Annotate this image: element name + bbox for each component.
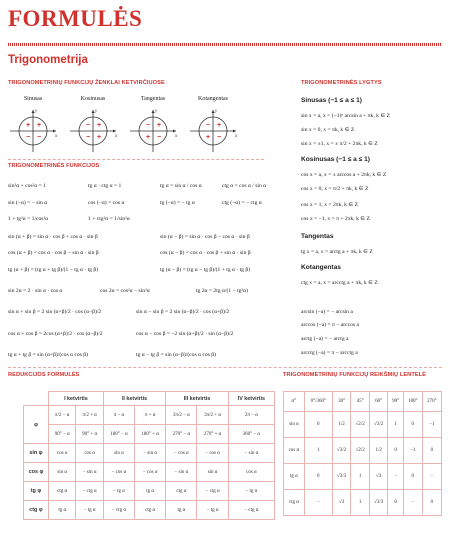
eq-cos-one: cos x = 1, x = 2πk, k ∈ Z	[301, 202, 359, 208]
argument-degree: 270° + α	[197, 425, 228, 444]
double-tg: tg 2α = 2tg α/(1 − tg²α)	[196, 288, 248, 294]
table-cell: 1/2	[332, 412, 351, 438]
table-cell: ctg α	[135, 501, 166, 520]
eq-cos-general: cos x = a, x = ± arccos a + 2πk, k ∈ Z	[301, 172, 387, 178]
eq-cos-title: Kosinusas (−1 ≤ a ≤ 1)	[301, 156, 370, 163]
table-cell: cos α	[76, 444, 103, 463]
svg-text:x: x	[175, 134, 178, 139]
svg-text:−: −	[86, 134, 91, 141]
quadrant-diagram	[126, 106, 180, 156]
row-function: sin φ	[24, 444, 49, 463]
table-cell: ctg α	[49, 482, 76, 501]
eq-sin-one: sin x = ±1, x = ± π/2 + 2πk, k ∈ Z	[301, 141, 378, 147]
table-cell: √2/2	[351, 412, 370, 438]
column-header: 60°	[369, 392, 388, 412]
argument-radian: 2π − α	[228, 406, 274, 425]
table-cell: 0	[403, 412, 422, 438]
double-cos: cos 2α = cos²α − sin²α	[100, 288, 150, 294]
diff-cos: cos (α − β) = cos α · cos β + sin α · sin β	[160, 250, 251, 256]
table-row	[24, 501, 275, 520]
svg-text:x: x	[55, 134, 58, 139]
table-cell: cos α	[49, 444, 76, 463]
argument-degree: 90° + α	[76, 425, 103, 444]
svg-text:+: +	[97, 134, 102, 141]
svg-text:y: y	[215, 109, 218, 114]
svg-text:+: +	[26, 122, 31, 129]
identity-ctg-sq: 1 + ctg²α = 1/sin²α	[88, 216, 130, 222]
page-title: FORMULĖS	[8, 6, 143, 31]
col-q3: III ketvirtis	[166, 392, 228, 406]
column-header: 180°	[403, 392, 422, 412]
argument-degree: 180° − α	[103, 425, 134, 444]
argument-degree: 90° − α	[49, 425, 76, 444]
parity-tg: tg (−α) = − tg α	[160, 200, 195, 206]
sum-tg-product: tg α + tg β = sin (α+β)/(cos α cos β)	[8, 352, 88, 358]
row-function: tg φ	[24, 482, 49, 501]
svg-text:+: +	[206, 134, 211, 141]
table-row	[24, 444, 275, 463]
values-heading: TRIGONOMETRINIŲ FUNKCIJŲ REIKŠMIŲ LENTELĖ	[283, 372, 427, 378]
table-cell: 0	[388, 490, 403, 516]
eq-sin-general: sin x = a, x = (−1)ⁿ arcsin a + πk, k ∈ Z	[301, 113, 391, 119]
table-cell: −1	[422, 412, 441, 438]
column-header: 45°	[351, 392, 370, 412]
table-cell: 0	[388, 438, 403, 464]
col-q4: IV ketvirtis	[228, 392, 274, 406]
col-q2: II ketvirtis	[103, 392, 165, 406]
table-cell: − cos α	[103, 463, 134, 482]
parity-cos: cos (−α) = cos α	[88, 200, 125, 206]
identity-ctg-def: ctg α = cos α / sin α	[222, 183, 267, 189]
signs-heading: TRIGONOMETRINIŲ FUNKCIJŲ ŽENKLAI KETVIRČIUOSE	[8, 80, 165, 86]
table-cell: −	[388, 464, 403, 490]
argument-radian: π/2 − α	[49, 406, 76, 425]
functions-heading: TRIGONOMETRINĖS FUNKCIJOS	[8, 163, 100, 169]
svg-text:+: +	[97, 122, 102, 129]
diff-to-product-sin: sin α − sin β = 2 sin (α−β)/2 · cos (α+β)/2	[136, 309, 230, 315]
sum-to-product-sin: sin α + sin β = 2 sin (α+β)/2 · cos (α−β)/2	[8, 309, 102, 315]
column-header: 30°	[332, 392, 351, 412]
arc-tg: arctg (−a) = − arctg a	[301, 336, 349, 342]
table-cell: √3	[369, 464, 388, 490]
row-function: cos φ	[24, 463, 49, 482]
table-cell: 1	[304, 438, 332, 464]
quadrant-label: Sinusas	[23, 96, 43, 102]
diff-tg: tg (α − β) = (tg α − tg β)/(1 + tg α · tg β)	[160, 267, 251, 273]
svg-text:y: y	[155, 109, 158, 114]
eq-ctg: ctg x = a, x = arcctg a + πk, k ∈ Z	[301, 280, 378, 286]
table-cell: − sin α	[76, 463, 103, 482]
sum-to-product-cos: cos α + cos β = 2cos (α+β)/2 · cos (α−β)/2	[8, 331, 103, 337]
quadrant-diagrams	[8, 96, 263, 158]
row-function: tg α	[284, 464, 305, 490]
argument-radian: 3π/2 − α	[166, 406, 197, 425]
table-cell: − ctg α	[197, 482, 228, 501]
eq-tg: tg x = a, x = arctg a + πk, k ∈ Z	[301, 249, 373, 255]
diff-tg-product: tg α − tg β = sin (α−β)/(cos α cos β)	[136, 352, 216, 358]
column-header: 0°/360°	[304, 392, 332, 412]
row-function: cos α	[284, 438, 305, 464]
svg-text:−: −	[37, 134, 42, 141]
table-cell: √3/2	[332, 438, 351, 464]
quadrant-label: Tangentas	[140, 96, 166, 102]
identity-tg-def: tg α = sin α / cos α	[160, 183, 202, 189]
identity-tg-sq: 1 + tg²α = 1/cos²α	[8, 216, 49, 222]
argument-radian: π/2 + α	[76, 406, 103, 425]
table-row	[284, 438, 442, 464]
table-cell: − cos α	[166, 444, 197, 463]
row-function: ctg α	[284, 490, 305, 516]
reduction-heading: REDUKCIJOS FORMULĖS	[8, 372, 80, 378]
parity-sin: sin (−α) = − sin α	[8, 200, 48, 206]
argument-radian: π + α	[135, 406, 166, 425]
table-cell: 0	[403, 464, 422, 490]
table-cell: − cos α	[135, 463, 166, 482]
eq-sin-zero: sin x = 0, x = πk, k ∈ Z	[301, 127, 355, 133]
svg-text:+: +	[217, 122, 222, 129]
table-cell: 0	[304, 464, 332, 490]
sum-cos: cos (α + β) = cos α · cos β − sin α · sin β	[8, 250, 99, 256]
table-cell: tg α	[49, 501, 76, 520]
table-cell: − sin α	[135, 444, 166, 463]
table-cell: 1	[351, 490, 370, 516]
eq-cos-zero: cos x = 0, x = π/2 + πk, k ∈ Z	[301, 186, 369, 192]
sum-sin: sin (α + β) = sin α · cos β + cos α · sin β	[8, 234, 98, 240]
table-cell: ctg α	[166, 482, 197, 501]
section-title: Trigonometrija	[8, 54, 88, 66]
identity-tg-ctg: tg α · ctg α = 1	[88, 183, 122, 189]
eq-cos-minus-one: cos x = −1, x = π + 2πk, k ∈ Z	[301, 216, 370, 222]
col-q1: I ketvirtis	[49, 392, 104, 406]
table-cell: − tg α	[103, 482, 134, 501]
argument-radian: π − α	[103, 406, 134, 425]
svg-text:+: +	[37, 122, 42, 129]
svg-text:x: x	[115, 134, 118, 139]
table-cell: √3/2	[369, 412, 388, 438]
eq-tg-title: Tangentas	[301, 233, 334, 240]
svg-text:x: x	[235, 134, 238, 139]
reduction-table	[23, 391, 275, 520]
phi-label: φ	[24, 406, 49, 444]
arc-cos: arccos (−a) = π − arccos a	[301, 322, 359, 328]
eq-sin-title: Sinusas (−1 ≤ a ≤ 1)	[301, 97, 362, 104]
table-cell: 0	[422, 490, 441, 516]
quadrant-diagram	[6, 106, 60, 156]
table-cell: √3/3	[332, 464, 351, 490]
quadrant-label: Kosinusas	[80, 96, 106, 102]
table-cell: √2/2	[351, 438, 370, 464]
table-cell: − tg α	[228, 482, 274, 501]
table-cell: − cos α	[197, 444, 228, 463]
diff-sin: sin (α − β) = sin α · cos β − cos α · sin β	[160, 234, 250, 240]
values-table	[283, 391, 442, 516]
table-cell: 1	[388, 412, 403, 438]
equations-heading: TRIGONOMETRINĖS LYGTYS	[301, 80, 382, 86]
column-header: 90°	[388, 392, 403, 412]
table-cell: 0	[304, 412, 332, 438]
svg-text:+: +	[157, 122, 162, 129]
argument-degree: 270° − α	[166, 425, 197, 444]
svg-text:−: −	[146, 122, 151, 129]
svg-text:−: −	[206, 122, 211, 129]
svg-text:−: −	[86, 122, 91, 129]
row-function: ctg φ	[24, 501, 49, 520]
table-cell: − tg α	[76, 501, 103, 520]
table-cell: cos α	[228, 463, 274, 482]
svg-text:y: y	[35, 109, 38, 114]
svg-text:−: −	[217, 134, 222, 141]
table-cell: tg α	[166, 501, 197, 520]
parity-ctg: ctg (−α) = − ctg α	[222, 200, 262, 206]
table-row	[284, 464, 442, 490]
column-header: α°	[284, 392, 305, 412]
argument-radian: 3π/2 + α	[197, 406, 228, 425]
diff-to-product-cos: cos α − cos β = −2 sin (α+β)/2 · sin (α−β)/2	[136, 331, 234, 337]
table-cell: −	[304, 490, 332, 516]
identity-pythagorean: sin²α + cos²α = 1	[8, 183, 46, 189]
table-cell: − ctg α	[76, 482, 103, 501]
eq-ctg-title: Kotangentas	[301, 264, 341, 271]
table-row	[24, 482, 275, 501]
argument-degree: 180° + α	[135, 425, 166, 444]
table-cell: − ctg α	[228, 501, 274, 520]
table-cell: √3/3	[369, 490, 388, 516]
table-cell: √3	[332, 490, 351, 516]
table-cell: sin α	[103, 444, 134, 463]
table-cell: −1	[403, 438, 422, 464]
arc-ctg: arcctg (−a) = π − arcctg a	[301, 350, 358, 356]
double-sin: sin 2α = 2 · sin α · cos α	[8, 288, 63, 294]
table-cell: − tg α	[197, 501, 228, 520]
table-cell: − sin α	[166, 463, 197, 482]
table-row	[284, 490, 442, 516]
table-cell: sin α	[49, 463, 76, 482]
quadrant-label: Kotangentas	[198, 96, 228, 102]
column-header: 270°	[422, 392, 441, 412]
row-function: sin α	[284, 412, 305, 438]
sum-tg: tg (α + β) = (tg α + tg β)/(1 − tg α · tg β)	[8, 267, 99, 273]
svg-text:−: −	[157, 134, 162, 141]
arc-sin: arcsin (−a) = − arcsin a	[301, 309, 353, 315]
table-cell: −	[422, 464, 441, 490]
table-cell: 0	[422, 438, 441, 464]
table-cell: − sin α	[228, 444, 274, 463]
svg-text:y: y	[95, 109, 98, 114]
argument-degree: 360° − α	[228, 425, 274, 444]
table-row	[284, 412, 442, 438]
table-cell: −	[403, 490, 422, 516]
table-cell: tg α	[135, 482, 166, 501]
table-cell: sin α	[197, 463, 228, 482]
table-cell: − ctg α	[103, 501, 134, 520]
table-cell: 1	[351, 464, 370, 490]
svg-text:+: +	[146, 134, 151, 141]
quadrant-diagram	[186, 106, 240, 156]
table-row	[24, 463, 275, 482]
table-cell: 1/2	[369, 438, 388, 464]
title-divider	[8, 43, 442, 46]
svg-text:−: −	[26, 134, 31, 141]
quadrant-diagram	[66, 106, 120, 156]
